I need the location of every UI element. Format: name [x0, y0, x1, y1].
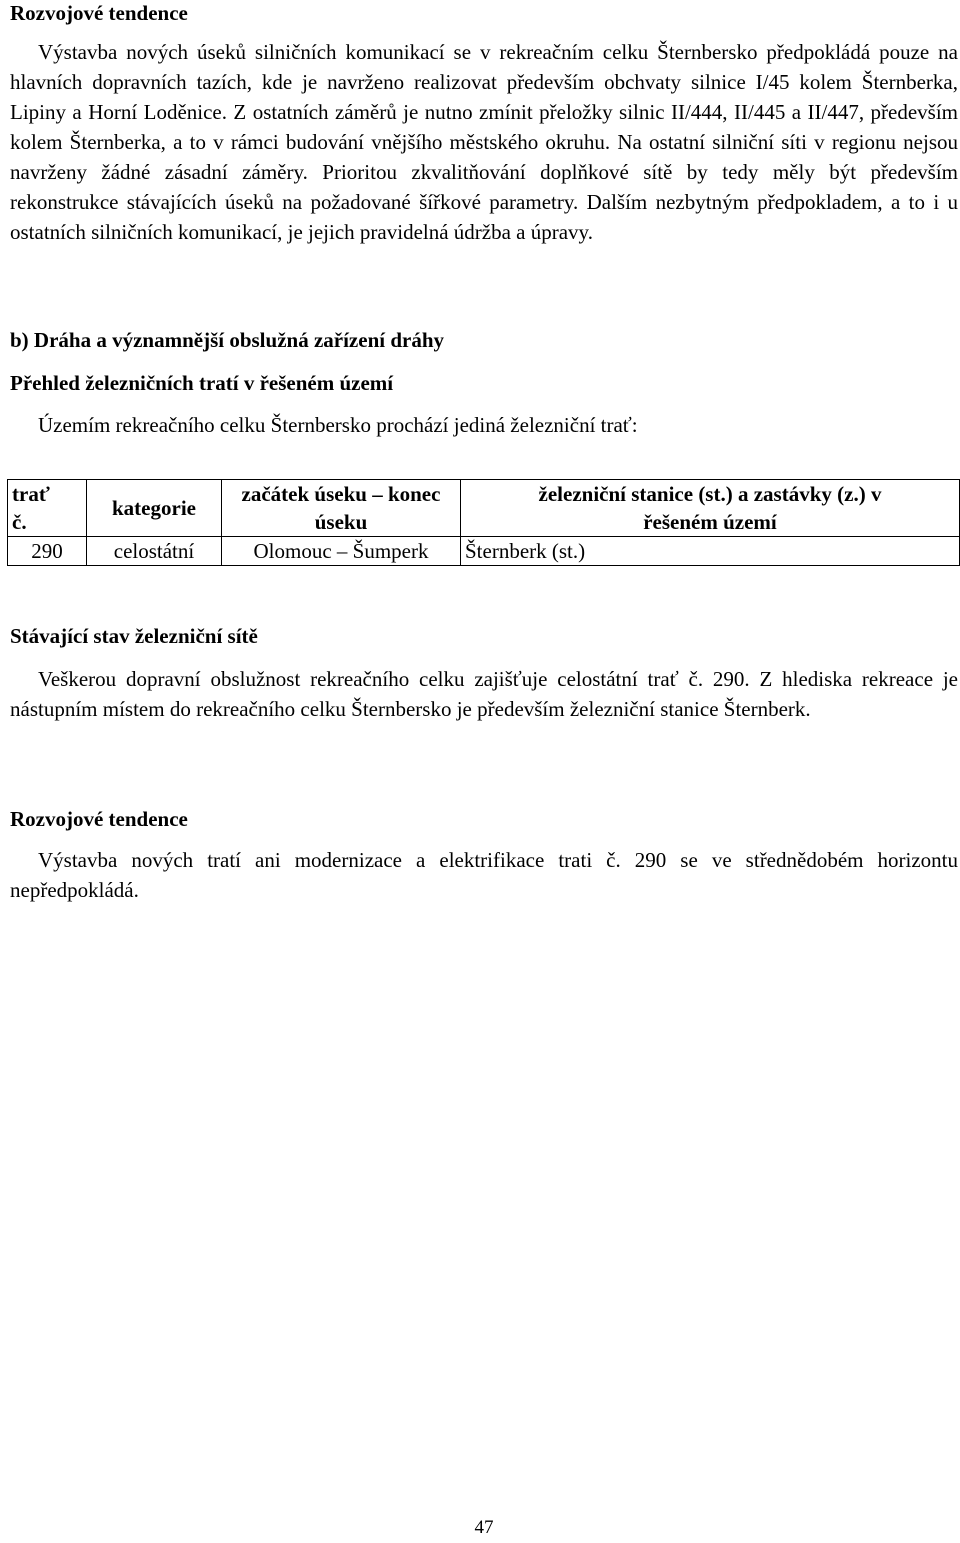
heading-current-rail-network: Stávající stav železniční sítě	[10, 624, 258, 648]
cell-section: Olomouc – Šumperk	[222, 537, 461, 566]
cell-track-number: 290	[8, 537, 87, 566]
header-stations-line2: řešeném území	[643, 510, 777, 534]
table-header-row	[8, 480, 960, 537]
railway-table	[7, 479, 960, 566]
paragraph-current-rail-network: Veškerou dopravní obslužnost rekreačního celku zajišťuje celostátní trať č. 290. Z hlediska rekreace je nástupním místem do rekreačního celku Šternbersko je především železniční stanice Šternberk.	[10, 667, 958, 721]
header-section	[222, 480, 461, 537]
paragraph-rail-development: Výstavba nových tratí ani modernizace a elektrifikace trati č. 290 se ve střednědobém horizontu nepředpokládá.	[10, 848, 958, 902]
header-track-number	[8, 480, 87, 537]
header-track-number-line1: trať	[12, 482, 50, 506]
header-category: kategorie	[87, 480, 222, 537]
cell-stations: Šternberk (st.)	[461, 537, 960, 566]
header-track-number-line2: č.	[12, 510, 27, 534]
heading-development-trends-rail: Rozvojové tendence	[10, 807, 188, 831]
header-stations-line1: železniční stanice (st.) a zastávky (z.) v	[538, 482, 882, 506]
cell-category: celostátní	[87, 537, 222, 566]
paragraph-roads-development: Výstavba nových úseků silničních komunikací se v rekreačním celku Šternbersko předpokládá pouze na hlavních dopravních tazích, kde je navrženo realizovat především obchvaty silnice I/45 kolem Šternberka, Lipiny a Horní Loděnice. Z ostatních záměrů je nutno zmínit přeložky silnic II/444, II/445 a II/447, především kolem Šternberka, a to v rámci budování vnějšího městského okruhu. Na ostatní silniční síti v regionu nejsou navrženy žádné zásadní záměry. Prioritou zkvalitňování doplňkové sítě by tedy měly být především rekonstrukce stávajících úseků na požadované šířkové parametry. Dalším nezbytným předpokladem, a to i u ostatních silničních komunikací, je jejich pravidelná údržba a úpravy.	[10, 40, 958, 244]
header-stations	[461, 480, 960, 537]
heading-development-trends-roads: Rozvojové tendence	[10, 1, 188, 25]
header-section-line2: úseku	[314, 510, 368, 534]
heading-railway-section: b) Dráha a významnější obslužná zařízení dráhy	[10, 328, 445, 352]
subheading-railway-overview: Přehled železničních tratí v řešeném území	[10, 371, 394, 395]
page-number: 47	[474, 1517, 494, 1538]
paragraph-railway-intro: Územím rekreačního celku Šternbersko prochází jediná železniční trať:	[38, 413, 638, 437]
header-section-line1: začátek úseku – konec	[241, 482, 441, 506]
table-row	[8, 537, 960, 566]
